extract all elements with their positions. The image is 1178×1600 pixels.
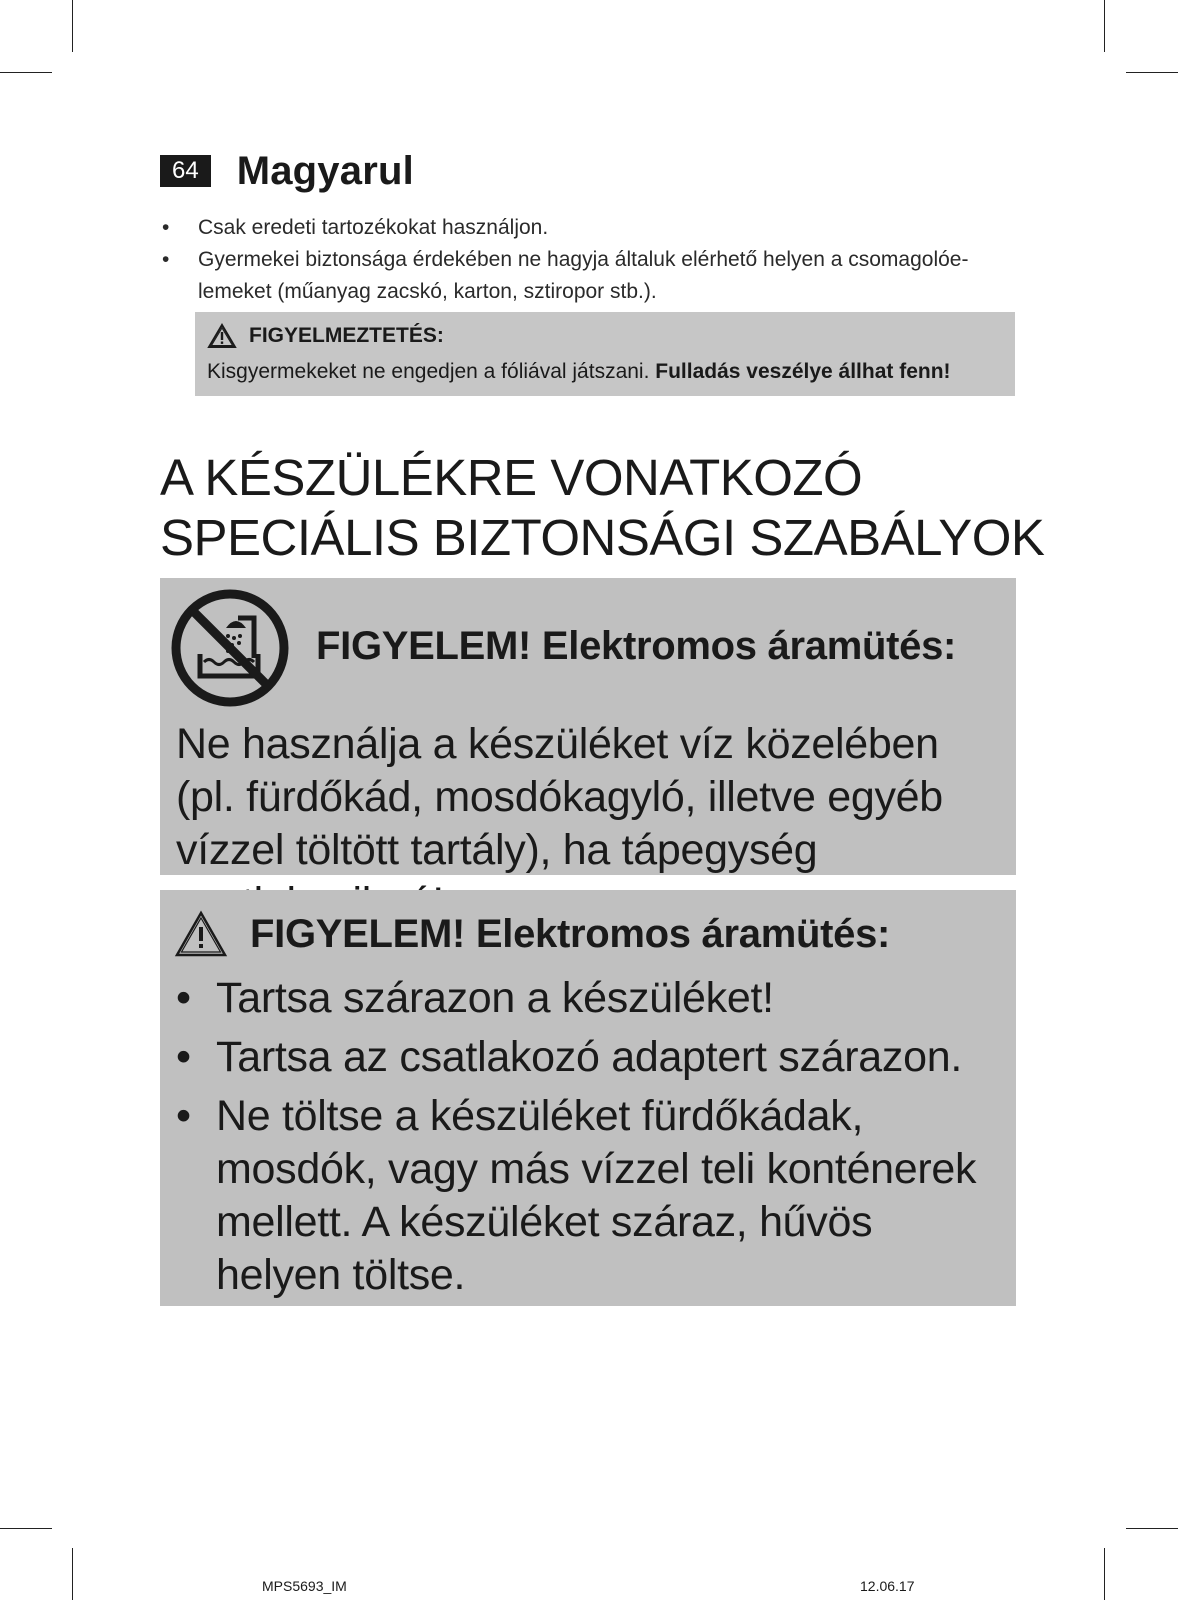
crop-mark <box>72 1548 73 1600</box>
bullet-icon: • <box>176 974 191 1022</box>
warning-triangle-icon <box>174 910 228 958</box>
shock-warning-title-text: FIGYELEM! Elektromos áramütés: <box>250 911 891 956</box>
main-heading-line: A KÉSZÜLÉKRE VONATKOZÓ <box>160 449 863 506</box>
list-item-text: Csak eredeti tartozékokat használjon. <box>198 216 549 239</box>
bullet-icon: • <box>162 248 170 271</box>
footer-code: MPS5693_IM <box>262 1578 347 1594</box>
water-warning-box <box>160 578 1016 875</box>
crop-mark <box>0 72 52 73</box>
list-item-text: Tartsa az csatlakozó adaptert szárazon. <box>216 1033 962 1081</box>
water-warning-text: Ne használja a készüléket víz közelében (pl. fürdőkád, mosdókagyló, illetve egyéb vízzel töltött tartály), ha tápegység <box>176 720 943 874</box>
shock-warning-box <box>160 890 1016 1306</box>
warning-text-normal: Kisgyermekeket ne engedjen a fóliával játszani. <box>207 360 656 383</box>
bullet-icon: • <box>162 216 170 239</box>
bullet-icon: • <box>176 1092 191 1140</box>
water-warning-title: FIGYELEM! Elektromos áramütés: <box>316 624 957 668</box>
page-header <box>160 146 414 196</box>
warning-text <box>207 354 1003 390</box>
list-item <box>160 212 1020 244</box>
list-item-text: Tartsa szárazon a készüléket! <box>216 974 774 1022</box>
shock-warning-title <box>174 910 890 958</box>
crop-mark <box>1126 72 1178 73</box>
main-heading-line: SPECIÁLIS BIZTONSÁGI SZABÁLYOK <box>160 509 1045 566</box>
footer-date: 12.06.17 <box>860 1578 915 1594</box>
list-item-text: Ne töltse a készüléket fürdőkádak, mosdók, vagy más vízzel teli konténerek mellett. A készüléket száraz, hűvös helyen töltse. <box>216 1092 977 1299</box>
no-water-icon <box>170 588 290 708</box>
list-item-text: Gyermekei biztonsága érdekében ne hagyja általuk elérhető helyen a csomagolóe-lemeket (műanyag zacskó, karton, sztiropor stb.). <box>198 248 969 303</box>
crop-mark <box>1104 1548 1105 1600</box>
list-item <box>160 244 1020 308</box>
list-item <box>176 972 1006 1025</box>
intro-list <box>160 212 1020 308</box>
page-number: 64 <box>160 155 211 187</box>
warning-triangle-icon <box>207 323 237 349</box>
warning-box <box>195 312 1015 396</box>
warning-title <box>207 318 1003 354</box>
bullet-icon: • <box>176 1033 191 1081</box>
list-item <box>176 1031 1006 1084</box>
section-title: Magyarul <box>236 148 414 193</box>
crop-mark <box>1126 1528 1178 1529</box>
shock-warning-list <box>176 972 1006 1308</box>
main-heading <box>160 448 1060 568</box>
warning-text-bold: Fulladás veszélye állhat fenn! <box>655 360 951 383</box>
crop-mark <box>0 1528 52 1529</box>
crop-mark <box>1104 0 1105 52</box>
warning-title-text: FIGYELMEZTETÉS: <box>249 324 444 347</box>
list-item <box>176 1090 1006 1302</box>
crop-mark <box>72 0 73 52</box>
